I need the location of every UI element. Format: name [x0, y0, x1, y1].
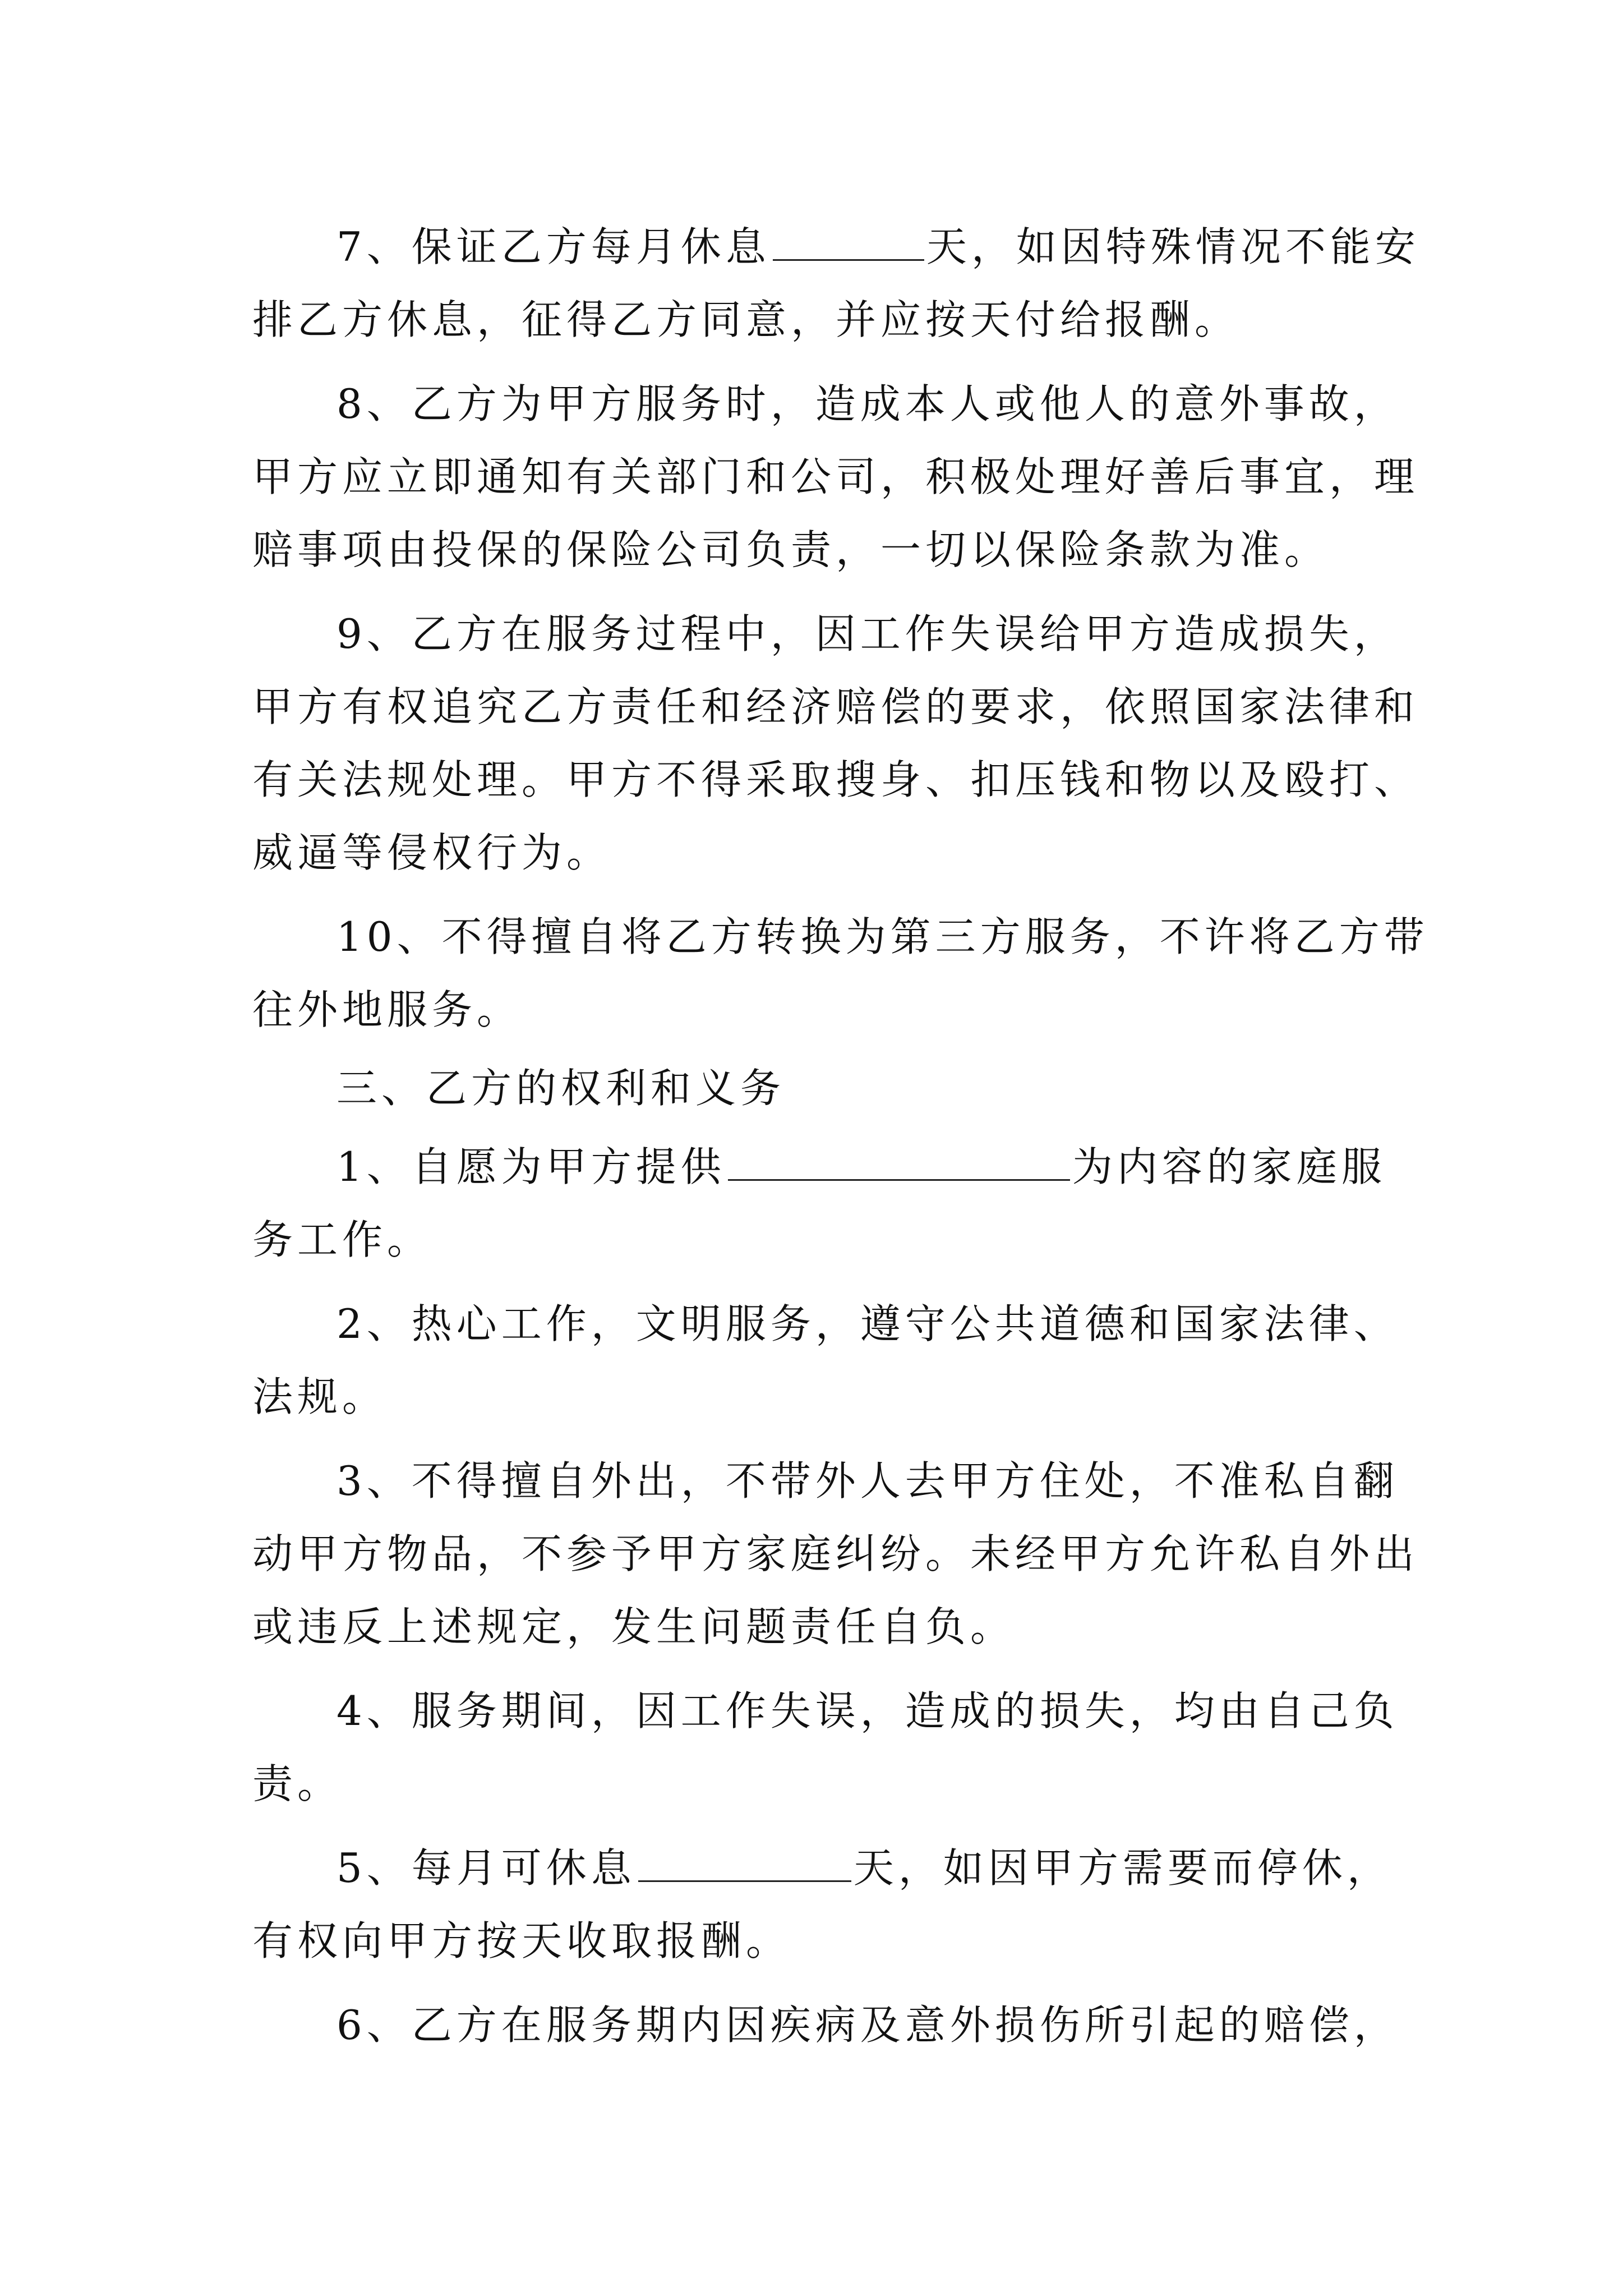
duty-2-line-2: 法规。 — [252, 1373, 388, 1420]
fill-in-blank — [773, 220, 924, 261]
text-segment: 1、自愿为甲方提供 — [336, 1143, 726, 1190]
text-segment: 为内容的家庭服 — [1072, 1143, 1386, 1190]
text-segment: 5、每月可休息 — [336, 1844, 636, 1892]
clause-8-line-2: 甲方应立即通知有关部门和公司，积极处理好善后事宜，理 — [252, 453, 1419, 500]
clause-9-line-1: 9、乙方在服务过程中，因工作失误给甲方造成损失， — [336, 610, 1399, 657]
duty-4-line-2: 责。 — [252, 1760, 343, 1807]
duty-3-line-1: 3、不得擅自外出，不带外人去甲方住处，不准私自翻 — [336, 1457, 1399, 1504]
duty-2-line-1: 2、热心工作，文明服务，遵守公共道德和国家法律、 — [336, 1300, 1399, 1347]
clause-8-line-3: 赔事项由投保的保险公司负责，一切以保险条款为准。 — [252, 526, 1330, 573]
clause-8-line-1: 8、乙方为甲方服务时，造成本人或他人的意外事故， — [336, 380, 1399, 427]
clause-9-line-3: 有关法规处理。甲方不得采取搜身、扣压钱和物以及殴打、 — [252, 756, 1419, 803]
duty-4-line-1: 4、服务期间，因工作失误，造成的损失，均由自己负 — [336, 1687, 1399, 1734]
duty-1-line-2: 务工作。 — [252, 1216, 432, 1263]
clause-7-line-1 — [336, 219, 1420, 275]
section-heading: 三、乙方的权利和义务 — [336, 1065, 786, 1112]
duty-3-line-3: 或违反上述规定，发生问题责任自负。 — [252, 1603, 1016, 1650]
duty-5-line-1 — [336, 1840, 1392, 1896]
duty-1-line-1 — [336, 1139, 1386, 1195]
clause-10-line-2: 往外地服务。 — [252, 986, 522, 1033]
duty-5-line-2: 有权向甲方按天收取报酬。 — [252, 1917, 791, 1964]
fill-in-blank — [728, 1140, 1070, 1181]
text-segment: 7、保证乙方每月休息 — [336, 223, 771, 270]
clause-9-line-4: 威逼等侵权行为。 — [252, 829, 612, 876]
text-segment: 天，如因甲方需要而停休， — [853, 1844, 1392, 1892]
text-segment: 天，如因特殊情况不能安 — [926, 223, 1420, 270]
clause-10-line-1: 10、不得擅自将乙方转换为第三方服务，不许将乙方带 — [336, 913, 1429, 960]
clause-7-line-2: 排乙方休息，征得乙方同意，并应按天付给报酬。 — [252, 296, 1240, 343]
fill-in-blank — [638, 1841, 851, 1882]
duty-6-line-1: 6、乙方在服务期内因疾病及意外损伤所引起的赔偿， — [336, 2001, 1399, 2049]
duty-3-line-2: 动甲方物品，不参予甲方家庭纠纷。未经甲方允许私自外出 — [252, 1530, 1419, 1577]
clause-9-line-2: 甲方有权追究乙方责任和经济赔偿的要求，依照国家法律和 — [252, 683, 1419, 730]
